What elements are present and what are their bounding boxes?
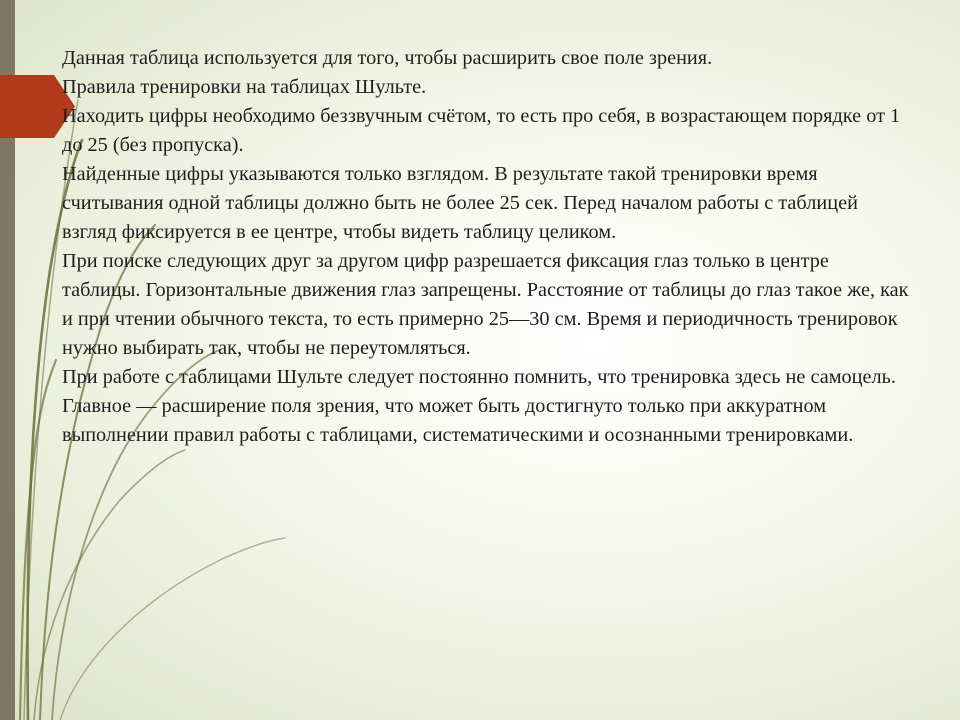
paragraph-silent-count: Находить цифры необходимо беззвучным счётом, то есть про себя, в возрастающем порядке от 1 до 25 (без пропуска). bbox=[62, 105, 901, 156]
slide-text bbox=[62, 44, 912, 450]
paragraph-fixation: При поиске следующих друг за другом цифр разрешается фиксация глаз только в центре таблицы. Горизонтальные движения глаз запрещены. Расстояние от таблицы до глаз такое же, как и при чтении обычного текста, то есть примерно 25—30 см. Время и периодичность тренировок нужно выбирать так, чтобы не переутомляться. bbox=[62, 250, 909, 359]
grass-blade bbox=[60, 538, 285, 720]
paragraph-not-goal: При работе с таблицами Шульте следует постоянно помнить, что тренировка здесь не самоцель. bbox=[62, 366, 896, 388]
paragraph-main: Главное — расширение поля зрения, что может быть достигнуто только при аккуратном выполнении правил работы с таблицами, систематическими и осознанными тренировками. bbox=[62, 395, 854, 446]
paragraph-purpose: Данная таблица используется для того, чтобы расширить свое поле зрения. bbox=[62, 47, 713, 69]
paragraph-gaze: Найденные цифры указываются только взглядом. В результате такой тренировки время считывания одной таблицы должно быть не более 25 сек. Перед началом работы с таблицей взгляд фиксируется в ее центре, чтобы видеть таблицу целиком. bbox=[62, 163, 858, 243]
grass-blade bbox=[34, 450, 185, 720]
paragraph-rules-title: Правила тренировки на таблицах Шульте. bbox=[62, 76, 427, 98]
